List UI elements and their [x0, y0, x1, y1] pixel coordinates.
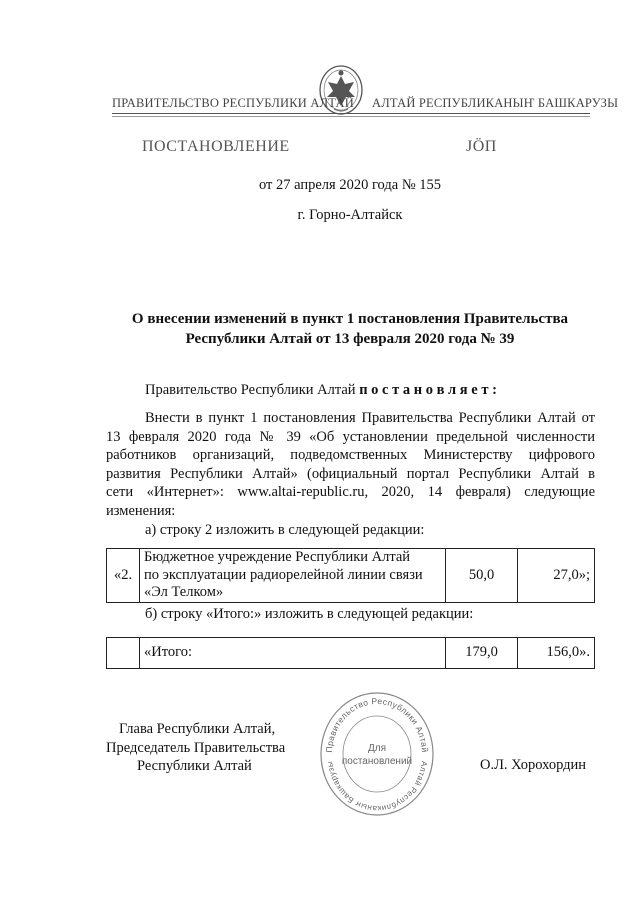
org-name-line: по эксплуатации радиорелейной линии связи — [144, 566, 423, 583]
city: г. Горно-Алтайск — [297, 207, 403, 223]
item-a: а) строку 2 изложить в следующей редакции: — [145, 522, 425, 538]
main-paragraph — [106, 409, 595, 520]
stamp-outer-text: Правительство Республики Алтай — [323, 695, 431, 753]
signatory-line-1: Глава Республики Алтай, — [119, 721, 276, 737]
stamp-outer-text-2: Алтай Республиканыҥ Башкарузы — [325, 760, 429, 814]
date-number: от 27 апреля 2020 года № 155 — [258, 177, 442, 193]
intro-paragraph — [145, 381, 497, 400]
para-line: развития Республики Алтай» (официальный портал Республики Алтай в — [106, 465, 595, 482]
value-2: 27,0»; — [518, 549, 595, 603]
svg-text:Алтай Республиканыҥ Башкарузы — [325, 761, 429, 814]
signatory-line-3: Республики Алтай — [137, 758, 252, 774]
para-line: сети «Интернет»: www.altai-republic.ru, 2020, 14 февраля) следующие — [106, 484, 595, 500]
para-line: изменения: — [106, 502, 176, 519]
total-row-table — [106, 637, 595, 669]
org-name-line: «Эл Телком» — [144, 584, 224, 601]
para-line: Внести в пункт 1 постановления Правительства Республики Алтай от — [145, 410, 595, 426]
total-spacer — [107, 638, 140, 669]
table-row — [107, 549, 595, 603]
header-rule-thin — [112, 116, 590, 117]
intro-resolves: п о с т а н о в л я е т : — [359, 382, 497, 398]
document-title — [100, 309, 600, 349]
total-value-1: 179,0 — [446, 638, 518, 669]
doc-type-left: ПОСТАНОВЛЕНИЕ — [142, 138, 290, 155]
para-line: работников организаций, подведомственных Министерству цифрового — [106, 447, 595, 463]
signatory-name: О.Л. Хорохордин — [480, 757, 587, 773]
item-b: б) строку «Итого:» изложить в следующей редакции: — [145, 606, 474, 622]
signatory-title — [106, 720, 306, 776]
value-1: 50,0 — [446, 549, 518, 603]
intro-text: Правительство Республики Алтай — [145, 382, 356, 398]
official-stamp — [318, 690, 436, 818]
title-line-1: О внесении изменений в пункт 1 постановления Правительства — [131, 311, 569, 327]
org-name-line: Бюджетное учреждение Республики Алтай — [144, 549, 411, 566]
title-line-2: Республики Алтай от 13 февраля 2020 года № 39 — [185, 331, 515, 347]
header-rule — [112, 113, 590, 114]
stamp-center-2: постановлений — [341, 756, 413, 767]
header-right: АЛТАЙ РЕСПУБЛИКАНЫҤ БАШКАРУЗЫ — [372, 96, 619, 110]
stamp-center-1: Для — [367, 743, 387, 754]
signatory-line-2: Председатель Правительства — [106, 739, 286, 756]
table-row — [107, 638, 595, 669]
replacement-row-table — [106, 548, 595, 603]
header-left: ПРАВИТЕЛЬСТВО РЕСПУБЛИКИ АЛТАЙ — [112, 96, 354, 110]
org-name — [140, 549, 446, 603]
total-label: «Итого: — [140, 638, 446, 669]
row-number: «2. — [107, 549, 140, 603]
doc-type-right: ЈӦП — [466, 138, 497, 155]
total-value-2: 156,0». — [518, 638, 595, 669]
para-line: 13 февраля 2020 года № 39 «Об установлении предельной численности — [106, 428, 595, 445]
